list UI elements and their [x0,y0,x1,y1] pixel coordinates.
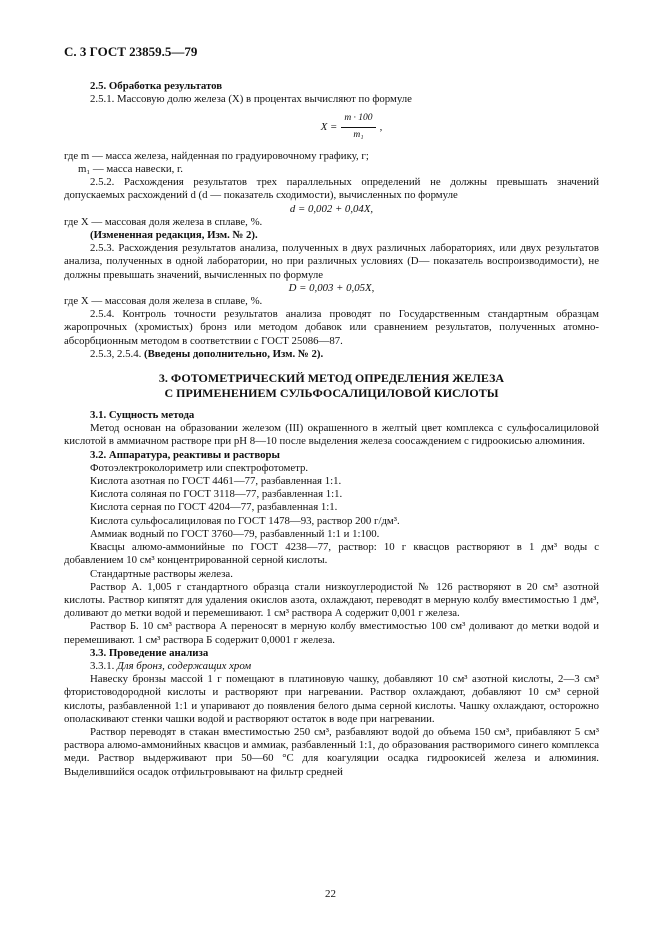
formula-convergence: d = 0,002 + 0,04X, [289,202,374,215]
section-3-title-line-2: С ПРИМЕНЕНИЕМ СУЛЬФОСАЛИЦИЛОВОЙ КИСЛОТЫ [164,386,499,401]
amendment-2-text: (Введены дополнительно, Изм. № 2). [144,347,324,360]
formula-lhs: X = [320,120,338,133]
section-3-3-1-paragraph-2: Раствор переводят в стакан вместимостью 250 см³, разбавляют водой до объема 150 см³, прибавляют 5 см³ раствора алюмо-аммонийных квасцов и аммиак, разбавленный 1:1, до образования растворимого синего комплекса меди. Раствор выдерживают при 50—60 °С для коагуляции осадка гидроокисей железа и алюминия. Выделившийся осадок отфильтровывают на фильтр средней [64,725,599,778]
amendment-note-2 [64,348,599,361]
reagent-item: Аммиак водный по ГОСТ 3760—79, разбавленный 1:1 и 1:100. [90,527,380,540]
where-m: где m — масса железа, найденная по градуировочному графику, г; [64,149,369,162]
section-2-5-heading: 2.5. Обработка результатов [90,80,223,92]
section-3-title [64,371,599,401]
section-3-3-1-title: Для бронз, содержащих хром [117,659,252,672]
where-x-1: где X — массовая доля железа в сплаве, %. [64,215,263,228]
page-content [64,80,599,779]
section-3-1-heading: 3.1. Сущность метода [90,409,195,422]
formula-tail: , [379,120,383,133]
where-x-2: где X — массовая доля железа в сплаве, %. [64,295,263,308]
reagent-item: Квасцы алюмо-аммонийные по ГОСТ 4238—77, раствор: 10 г квасцов растворяют в 1 дм³ воды с добавлением 10 см³ концентрированной серной кислоты. [64,541,599,567]
paragraph-2-5-3: 2.5.3. Расхождения результатов анализа, полученных в двух различных лабораториях, или двух результатов анализа, полученных в одной лаборатории, но при различных условиях (D— показатель воспроизводимости), не должны превышать значений, вычисленных по формуле [64,242,599,281]
amendment-note-1: (Измененная редакция, Изм. № 2). [90,229,258,242]
paragraph-2-5-2: 2.5.2. Расхождения результатов трех параллельных определений не должны превышать значений допускаемых расхождений d (d — показатель сходимости), вычисленных по формуле [64,176,599,202]
formula-fraction [341,112,375,141]
formula-denominator: m₁ [353,129,364,140]
section-3-3-1-paragraph-1: Навеску бронзы массой 1 г помещают в платиновую чашку, добавляют 10 см³ азотной кислоты, 2—3 см³ фтористоводородной кислоты и растворяют при нагревании. Раствор охлаждают, добавляют 10 см³ серной кислоты, разбавленной 1:1 и упаривают до появления белого дыма серной кислоты. Чашку охлаждают, осторожно ополаскивают стенки чашки водой и растворяют остаток в воде при нагревании. [64,673,599,725]
reagent-item: Раствор А. 1,005 г стандартного образца стали низкоуглеродистой № 126 растворяют в 20 см³ азотной кислоты. Раствор кипятят для удаления окислов азота, охлаждают, переводят в мерную колбу вместимостью 1 дм³, доливают до метки водой и перемешивают. 1 см³ раствора А содержит 0,001 г железа. [64,580,599,620]
section-3-2-heading: 3.2. Аппаратура, реактивы и растворы [90,448,280,461]
reagent-item: Кислота азотная по ГОСТ 4461—77, разбавленная 1:1. [90,475,342,488]
section-3-title-line-1: 3. ФОТОМЕТРИЧЕСКИЙ МЕТОД ОПРЕДЕЛЕНИЯ ЖЕЛЕЗА [158,371,505,386]
reagent-item: Кислота сульфосалициловая по ГОСТ 1478—93, раствор 200 г/дм³. [90,514,400,527]
reagent-item: Раствор Б. 10 см³ раствора А переносят в мерную колбу вместимостью 100 см³ доливают до метки водой и перемешивают. 1 см³ раствора Б содержит 0,0001 г железа. [64,620,599,646]
formula-reproducibility: D = 0,003 + 0,05X, [288,281,375,294]
where-m1: m₁ — масса навески, г. [78,163,183,176]
paragraph-2-5-1: 2.5.1. Массовую долю железа (X) в процентах вычисляют по формуле [90,93,412,106]
amendment-2-prefix: 2.5.3, 2.5.4. [90,347,142,360]
running-header: С. 3 ГОСТ 23859.5—79 [64,44,198,59]
section-3-3-1-number: 3.3.1. [90,659,115,672]
page-number: 22 [325,888,336,900]
reagent-item: Кислота серная по ГОСТ 4204—77, разбавленная 1:1. [90,501,338,514]
formula-mass-fraction [104,112,599,141]
section-3-3-1-heading [64,660,599,673]
paragraph-2-5-4: 2.5.4. Контроль точности результатов анализа проводят по Государственным стандартным образцам жаропрочных (хромистых) бронз или методом добавок или сравнением результатов, полученных атомно-абсорбционным методом в соответствии с ГОСТ 25086—87. [64,308,599,347]
section-3-1-text: Метод основан на образовании железом (III) окрашенного в желтый цвет комплекса с сульфосалициловой кислотой в аммиачном растворе при pH 8—10 после выделения железа соосаждением с гидроокисью алюминия. [64,422,599,448]
reagent-item: Стандартные растворы железа. [90,567,233,580]
section-3-3-heading: 3.3. Проведение анализа [90,646,209,659]
reagent-item: Кислота соляная по ГОСТ 3118—77, разбавленная 1:1. [90,488,343,501]
reagent-item: Фотоэлектроколориметр или спектрофотометр. [90,461,309,474]
formula-numerator: m · 100 [341,112,375,127]
